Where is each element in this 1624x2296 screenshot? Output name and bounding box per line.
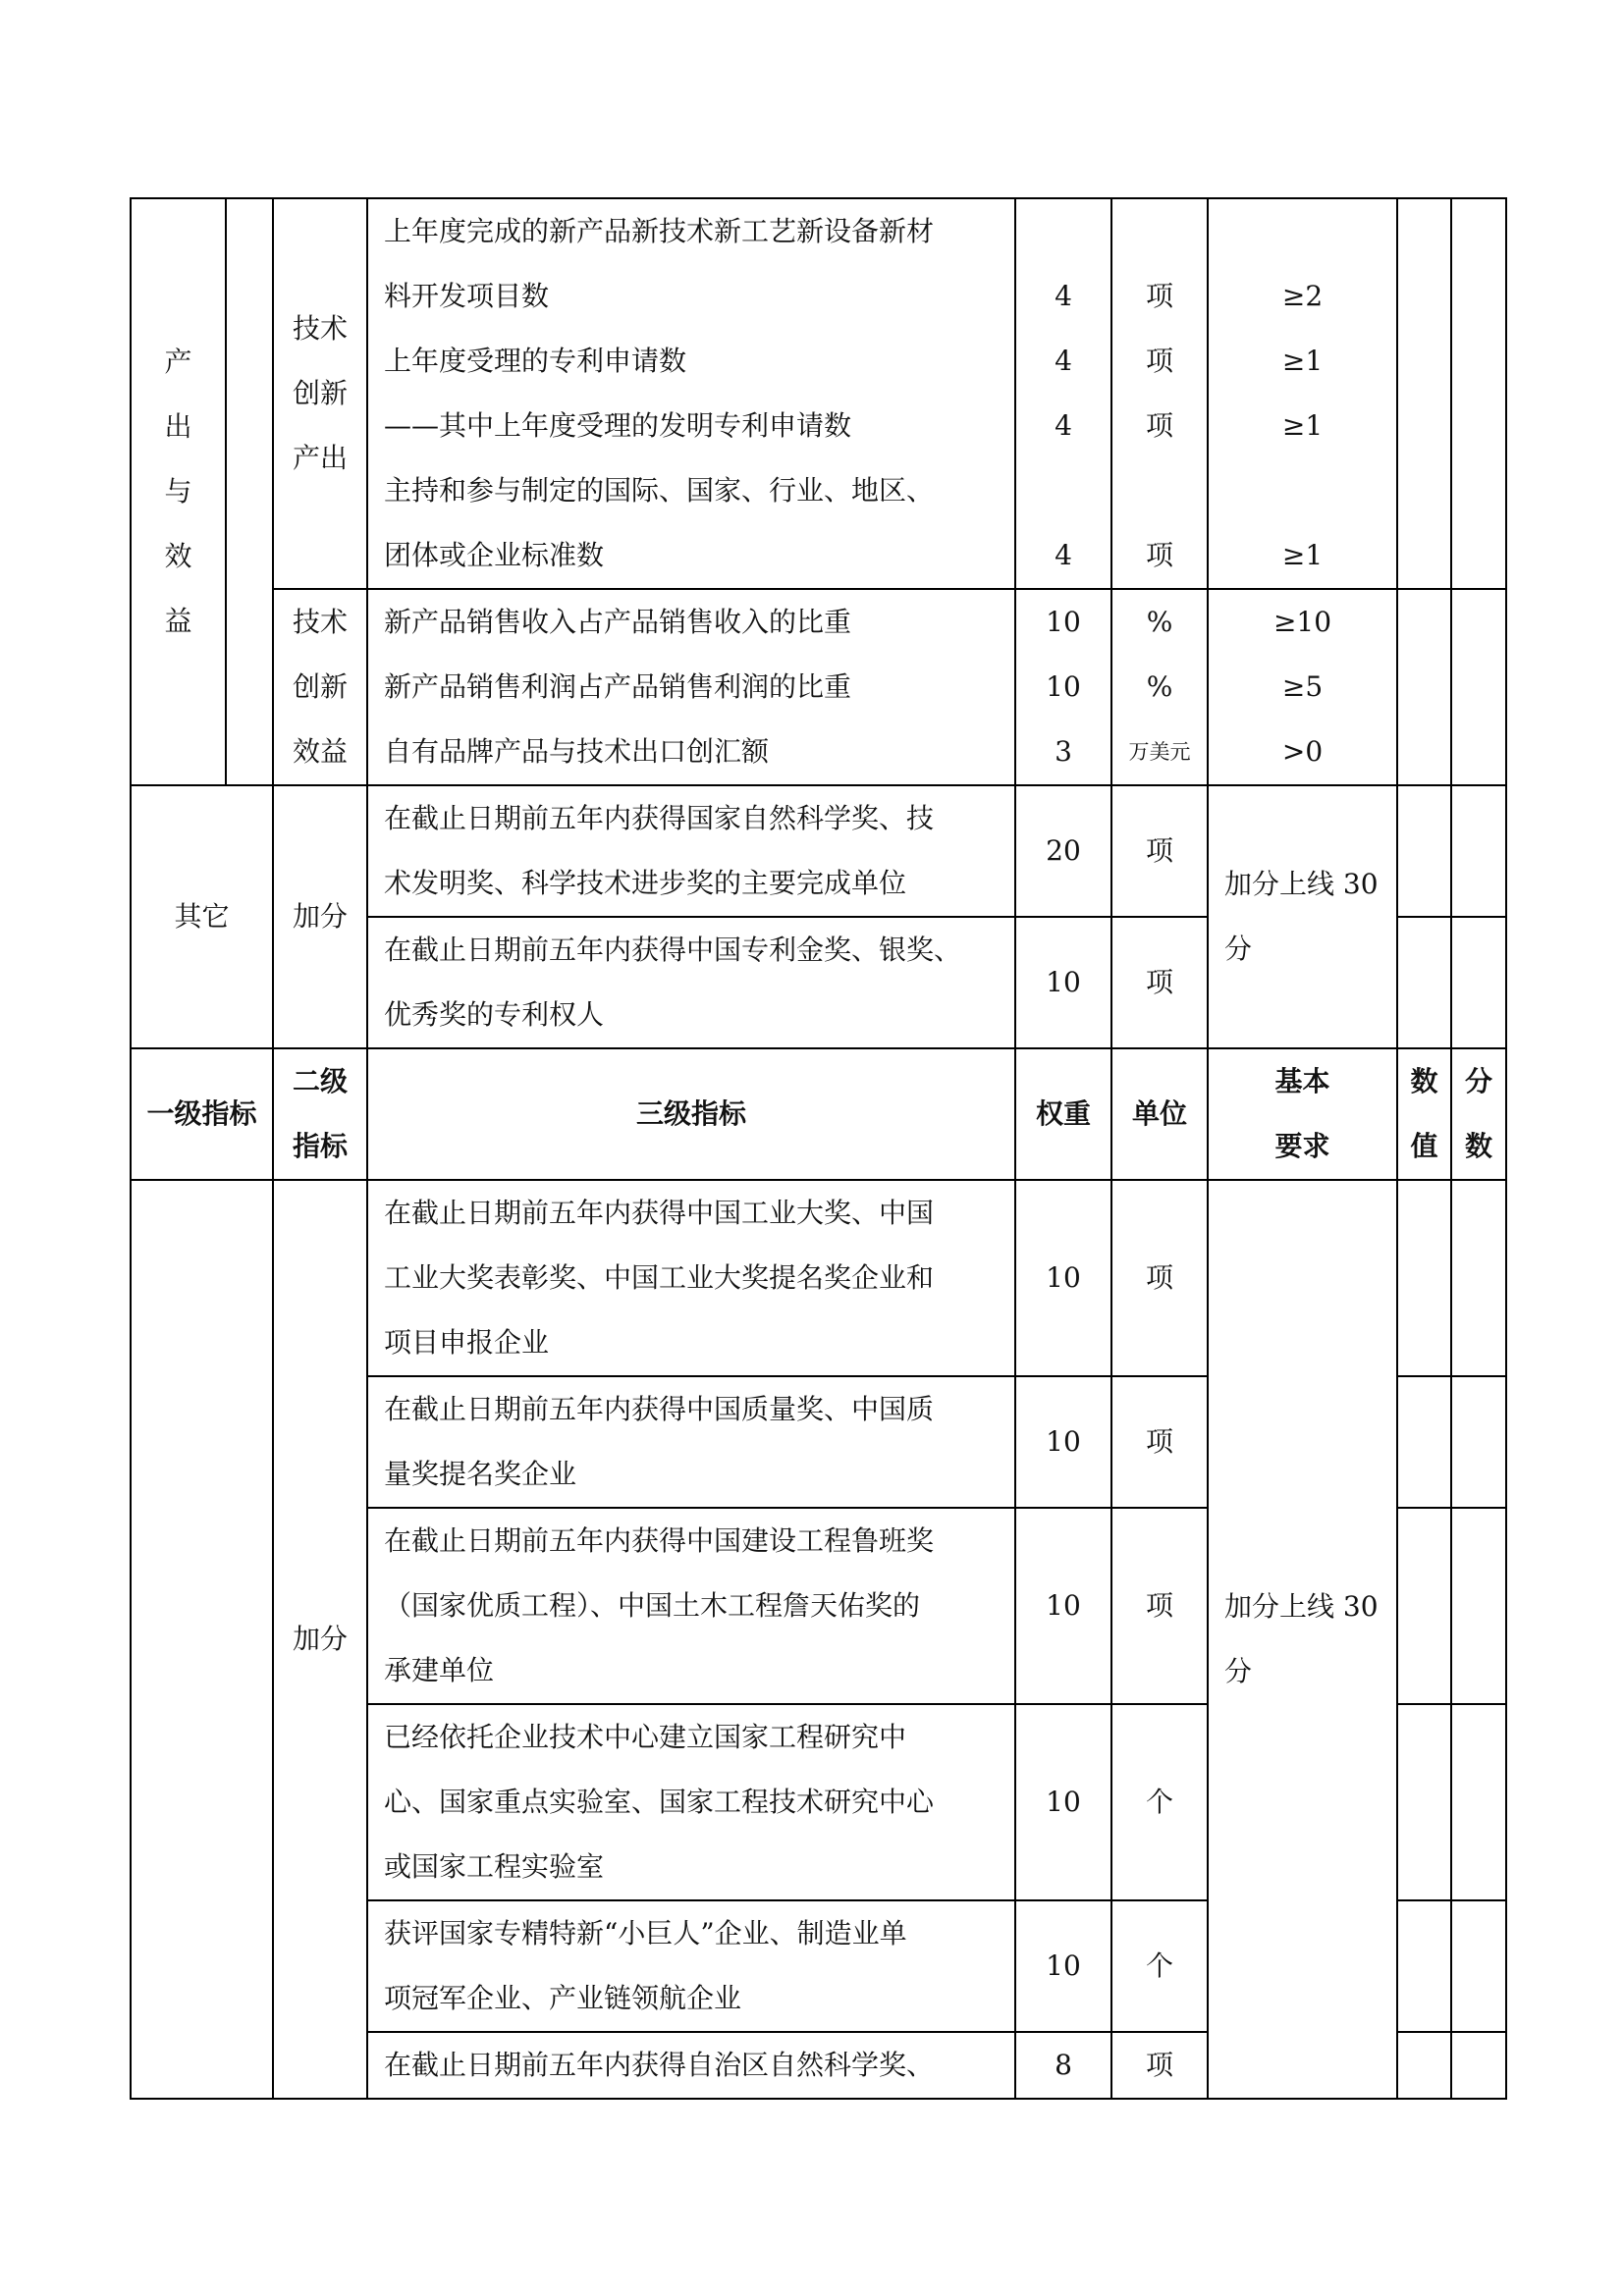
header-requirement: 基本 要求 (1208, 1048, 1397, 1180)
weight-value: 10 (1015, 917, 1111, 1048)
weight-value: 20 (1015, 785, 1111, 917)
unit-value: 项 (1111, 1508, 1208, 1704)
score-input-cell[interactable] (1451, 1704, 1506, 1900)
weight-value: 10 (1015, 1376, 1111, 1508)
item-text: 或国家工程实验室 (384, 1850, 605, 1883)
weight-value: 4 (1055, 539, 1072, 571)
weight-value: 4 (1055, 345, 1072, 377)
header-level3: 三级指标 (367, 1048, 1015, 1180)
item-text: 新产品销售收入占产品销售收入的比重 (384, 606, 852, 638)
item-text: 新产品销售利润占产品销售利润的比重 (384, 670, 852, 703)
level2-cell (273, 198, 367, 589)
value-input-cell[interactable] (1397, 198, 1451, 589)
unit-value: 项 (1145, 409, 1173, 442)
item-text: 量奖提名奖企业 (384, 1458, 577, 1490)
header-value: 数 值 (1397, 1048, 1451, 1180)
level2-label: 技术创新产出 (293, 312, 349, 474)
item-text: 优秀奖的专利权人 (384, 998, 605, 1031)
value-input-cell[interactable] (1397, 785, 1451, 917)
level3-cell (367, 1704, 1015, 1900)
requirement-value: ≥1 (1281, 409, 1324, 442)
requirement-value: 加分上线 30 分 (1224, 868, 1379, 965)
item-text: 在截止日期前五年内获得中国工业大奖、中国 (384, 1197, 935, 1229)
item-text: 项目申报企业 (384, 1326, 550, 1359)
header-level1: 一级指标 (131, 1048, 273, 1180)
weight-value: 4 (1055, 409, 1072, 442)
header-score: 分 数 (1451, 1048, 1506, 1180)
item-text: 工业大奖表彰奖、中国工业大奖提名奖企业和 (384, 1261, 935, 1294)
weight-value: 10 (1015, 1508, 1111, 1704)
level3-cell (367, 198, 1015, 589)
header-level2: 二级 指标 (273, 1048, 367, 1180)
level3-cell (367, 1508, 1015, 1704)
score-input-cell[interactable] (1451, 1180, 1506, 1376)
unit-value: 项 (1111, 2032, 1208, 2099)
value-input-cell[interactable] (1397, 1508, 1451, 1704)
unit-value: 项 (1145, 345, 1173, 377)
table-row (131, 1180, 1506, 1376)
item-text: 项冠军企业、产业链领航企业 (384, 1982, 742, 2014)
item-text: ——其中上年度受理的发明专利申请数 (384, 409, 852, 442)
level1-cell (131, 1180, 273, 2099)
item-text: 在截止日期前五年内获得中国专利金奖、银奖、 (384, 934, 962, 966)
unit-value: 项 (1145, 539, 1173, 571)
unit-cell (1111, 589, 1208, 785)
item-text: 在截止日期前五年内获得中国建设工程鲁班奖 (384, 1524, 935, 1557)
weight-value: 10 (1046, 606, 1081, 638)
score-input-cell[interactable] (1451, 2032, 1506, 2099)
item-text: 主持和参与制定的国际、国家、行业、地区、 (384, 474, 935, 507)
requirement-cell (1208, 1180, 1397, 2099)
table-row (131, 198, 1506, 589)
indicator-table (130, 197, 1507, 2100)
weight-value: 10 (1015, 1704, 1111, 1900)
unit-value: 项 (1111, 1180, 1208, 1376)
value-input-cell[interactable] (1397, 1900, 1451, 2032)
unit-value: % (1146, 606, 1173, 638)
requirement-value: 加分上线 30 (1224, 1590, 1379, 1623)
table-row (131, 589, 1506, 785)
header-unit: 单位 (1111, 1048, 1208, 1180)
table-header-row (131, 1048, 1506, 1180)
level3-cell (367, 1376, 1015, 1508)
level1-cell: 其它 (131, 785, 273, 1048)
item-text: 已经依托企业技术中心建立国家工程研究中 (384, 1721, 907, 1753)
item-text: 上年度完成的新产品新技术新工艺新设备新材 (384, 215, 935, 247)
item-text: 上年度受理的专利申请数 (384, 345, 687, 377)
weight-value: 8 (1015, 2032, 1111, 2099)
score-input-cell[interactable] (1451, 917, 1506, 1048)
item-text: 料开发项目数 (384, 280, 550, 312)
level2-label: 技术创新效益 (293, 606, 349, 768)
spacer-cell (226, 198, 273, 785)
unit-value: 万美元 (1128, 740, 1191, 764)
table-row (131, 785, 1506, 917)
item-text: （国家优质工程）、中国土木工程詹天佑奖的 (384, 1589, 921, 1622)
weight-value: 10 (1015, 1180, 1111, 1376)
level1-label: 产出与效益 (164, 346, 192, 637)
requirement-value: >0 (1281, 735, 1324, 768)
requirement-value: ≥5 (1281, 670, 1324, 703)
item-text: 在截止日期前五年内获得自治区自然科学奖、 (384, 2049, 935, 2081)
item-text: 获评国家专精特新“小巨人”企业、制造业单 (384, 1917, 907, 1949)
weight-value: 10 (1015, 1900, 1111, 2032)
level3-cell (367, 1180, 1015, 1376)
level2-cell: 加分 (273, 785, 367, 1048)
unit-value: 项 (1111, 1376, 1208, 1508)
item-text: 团体或企业标准数 (384, 539, 605, 571)
requirement-value: ≥2 (1281, 280, 1324, 312)
level3-cell (367, 917, 1015, 1048)
value-input-cell[interactable] (1397, 589, 1451, 785)
item-text: 在截止日期前五年内获得国家自然科学奖、技 (384, 802, 935, 834)
unit-cell (1111, 198, 1208, 589)
score-input-cell[interactable] (1451, 785, 1506, 917)
unit-value: 个 (1111, 1704, 1208, 1900)
header-weight: 权重 (1015, 1048, 1111, 1180)
value-input-cell[interactable] (1397, 2032, 1451, 2099)
weight-value: 10 (1046, 670, 1081, 703)
requirement-value: 分 (1224, 1655, 1253, 1687)
weight-value: 4 (1055, 280, 1072, 312)
weight-value: 3 (1055, 735, 1072, 768)
score-input-cell[interactable] (1451, 1900, 1506, 2032)
item-text: 自有品牌产品与技术出口创汇额 (384, 735, 770, 768)
item-text: 在截止日期前五年内获得中国质量奖、中国质 (384, 1393, 935, 1425)
level1-cell (131, 198, 226, 785)
unit-value: 项 (1111, 917, 1208, 1048)
score-input-cell[interactable] (1451, 589, 1506, 785)
requirement-cell (1208, 198, 1397, 589)
score-input-cell[interactable] (1451, 1508, 1506, 1704)
value-input-cell[interactable] (1397, 917, 1451, 1048)
value-input-cell[interactable] (1397, 1376, 1451, 1508)
level3-cell (367, 785, 1015, 917)
item-text: 承建单位 (384, 1654, 495, 1686)
unit-value: 项 (1145, 280, 1173, 312)
item-text: 心、国家重点实验室、国家工程技术研究中心 (384, 1786, 935, 1818)
level2-cell (273, 589, 367, 785)
score-input-cell[interactable] (1451, 198, 1506, 589)
level3-cell (367, 1900, 1015, 2032)
requirement-cell (1208, 785, 1397, 1048)
value-input-cell[interactable] (1397, 1704, 1451, 1900)
requirement-value: ≥1 (1281, 345, 1324, 377)
value-input-cell[interactable] (1397, 1180, 1451, 1376)
score-input-cell[interactable] (1451, 1376, 1506, 1508)
weight-cell (1015, 589, 1111, 785)
level3-cell (367, 2032, 1015, 2099)
unit-value: 项 (1111, 785, 1208, 917)
level2-cell: 加分 (273, 1180, 367, 2099)
unit-value: % (1146, 670, 1173, 703)
level3-cell (367, 589, 1015, 785)
unit-value: 个 (1111, 1900, 1208, 2032)
item-text: 术发明奖、科学技术进步奖的主要完成单位 (384, 867, 907, 899)
requirement-cell (1208, 589, 1397, 785)
weight-cell (1015, 198, 1111, 589)
requirement-value: ≥10 (1272, 606, 1332, 638)
requirement-value: ≥1 (1281, 539, 1324, 571)
